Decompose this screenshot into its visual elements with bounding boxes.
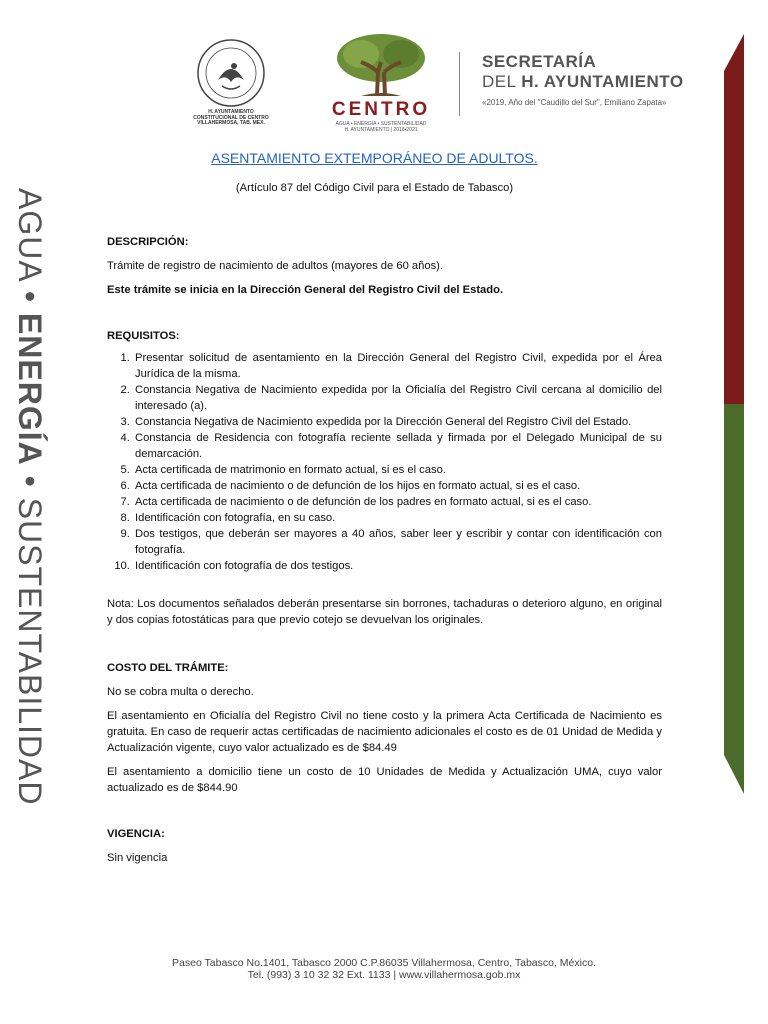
mexico-seal-icon xyxy=(196,38,266,108)
document-title: ASENTAMIENTO EXTEMPORÁNEO DE ADULTOS. xyxy=(211,150,538,166)
secretaria-del: DEL xyxy=(482,72,516,91)
descripcion-bold: Este trámite se inicia en la Dirección General del Registro Civil del Estado. xyxy=(107,284,504,296)
vigencia-text: Sin vigencia xyxy=(107,852,168,864)
side-bar-red xyxy=(724,34,744,404)
list-item: 10. Identificación con fotografía de dos testigos. xyxy=(133,558,662,574)
footer-contact: Tel. (993) 3 10 32 32 Ext. 1133 | www.villahermosa.gob.mx xyxy=(247,969,521,981)
centro-tagline: AGUA • ENERGÍA • SUSTENTABILIDAD xyxy=(335,121,427,127)
vertical-tagline xyxy=(12,188,52,808)
list-item: 3. Constancia Negativa de Nacimiento expedida por la Dirección General del Registro Civil del Estado. xyxy=(133,414,662,430)
list-item: 2. Constancia Negativa de Nacimiento expedida por la Oficialía del Registro Civil cercana al domicilio del interesado (a). xyxy=(133,382,662,414)
header-divider xyxy=(459,52,460,116)
list-item: 6. Acta certificada de nacimiento o de defunción de los hijos en formato actual, si es el caso. xyxy=(133,478,662,494)
seal-caption: H. AYUNTAMIENTO CONSTITUCIONAL DE CENTRO VILLAHERMOSA, TAB. MEX. xyxy=(193,109,269,126)
year-motto: «2019, Año del "Caudillo del Sur", Emiliano Zapata» xyxy=(482,98,667,107)
costo-heading: COSTO DEL TRÁMITE: xyxy=(107,662,229,674)
letterhead xyxy=(0,30,768,140)
footer-address: Paseo Tabasco No.1401, Tabasco 2000 C.P.86035 Villahermosa, Centro, Tabasco, México. xyxy=(172,957,596,969)
document-subtitle: (Artículo 87 del Código Civil para el Estado de Tabasco) xyxy=(235,182,514,194)
tree-icon xyxy=(331,32,431,98)
costo-text-1: No se cobra multa o derecho. xyxy=(107,686,254,698)
list-item: 9. Dos testigos, que deberán ser mayores a 40 años, saber leer y escribir y contar con identificación con fotografía. xyxy=(133,526,662,558)
requisitos-heading: REQUISITOS: xyxy=(107,330,180,342)
vigencia-heading: VIGENCIA: xyxy=(107,828,165,840)
descripcion-text: Trámite de registro de nacimiento de adultos (mayores de 60 años). xyxy=(107,260,444,272)
list-item: 5. Acta certificada de matrimonio en formato actual, si es el caso. xyxy=(133,462,662,478)
nota-text: Nota: Los documentos señalados deberán presentarse sin borrones, tachaduras o deterioro alguno, en original y dos copias fotostáticas para que previo cotejo se devuelvan los originales. xyxy=(107,598,662,626)
tagline-energia: ENERGÍA xyxy=(12,312,48,466)
secretaria-subtitle xyxy=(482,72,684,92)
secretaria-title: SECRETARÍA xyxy=(482,52,597,71)
side-bar-green xyxy=(724,404,744,794)
requisitos-list xyxy=(107,350,662,574)
secretaria-ayuntamiento: H. AYUNTAMIENTO xyxy=(521,72,684,91)
vertical-tagline-text xyxy=(11,188,48,805)
costo-text-3: El asentamiento a domicilio tiene un costo de 10 Unidades de Medida y Actualización UMA, cuyo valor actualizado es de $844.90 xyxy=(107,766,662,794)
centro-logo xyxy=(326,32,436,140)
document-body xyxy=(107,150,662,866)
list-item: 7. Acta certificada de nacimiento o de defunción de los padres en formato actual, si es el caso. xyxy=(133,494,662,510)
centro-wordmark: CENTRO xyxy=(331,99,431,120)
secretaria-block xyxy=(482,52,684,107)
footer xyxy=(0,957,768,981)
centro-period: H. AYUNTAMIENTO | 2018•2021 xyxy=(344,127,418,133)
tagline-agua: AGUA • xyxy=(12,188,48,313)
list-item: 4. Constancia de Residencia con fotografía reciente sellada y firmada por el Delegado Municipal de su demarcación. xyxy=(133,430,662,462)
tagline-sustentabilidad: • SUSTENTABILIDAD xyxy=(12,465,48,806)
descripcion-heading: DESCRIPCIÓN: xyxy=(107,236,189,248)
costo-text-2: El asentamiento en Oficialía del Registro Civil no tiene costo y la primera Acta Certificada de Nacimiento es gratuita. En caso de requerir actas certificadas de nacimiento adicionales el costo es de 01 Unidad de Medida y Actualización vigente, cuyo valor actualizado es de $84.49 xyxy=(107,710,662,754)
list-item: 8. Identificación con fotografía, en su caso. xyxy=(133,510,662,526)
coat-of-arms-seal xyxy=(193,38,269,128)
list-item: 1. Presentar solicitud de asentamiento en la Dirección General del Registro Civil, expedida por el Área Jurídica de la misma. xyxy=(133,350,662,382)
